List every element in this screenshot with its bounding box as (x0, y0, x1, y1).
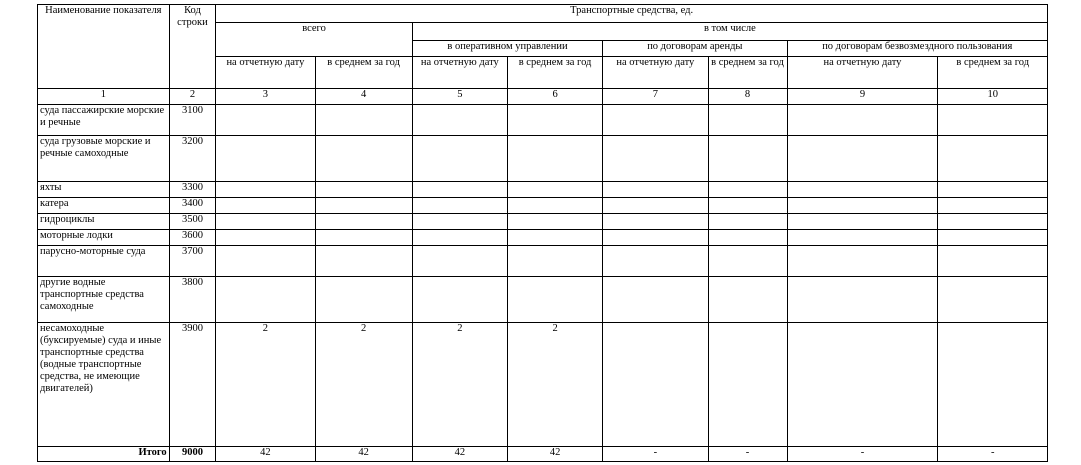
cell (938, 246, 1048, 277)
table-row (38, 230, 1048, 246)
column-number: 2 (169, 89, 216, 105)
cell: 42 (507, 447, 602, 462)
column-number: 6 (507, 89, 602, 105)
header-group-title: Транспортные средства, ед. (216, 5, 1048, 23)
row-code: 3300 (169, 182, 216, 198)
table-row (38, 136, 1048, 182)
header-code-column: Код строки (169, 5, 216, 89)
cell (787, 230, 938, 246)
header-col-9: на отчетную дату (787, 57, 938, 89)
column-number: 1 (38, 89, 170, 105)
cell (708, 323, 787, 447)
cell: 2 (507, 323, 602, 447)
row-code: 3400 (169, 198, 216, 214)
row-code: 3800 (169, 277, 216, 323)
cell (216, 246, 315, 277)
cell (315, 105, 412, 136)
cell (938, 182, 1048, 198)
cell (412, 277, 507, 323)
cell (412, 105, 507, 136)
row-name: суда грузовые морские и речные самоходные (38, 136, 170, 182)
cell (603, 323, 708, 447)
row-code: 3700 (169, 246, 216, 277)
cell (938, 136, 1048, 182)
column-number: 5 (412, 89, 507, 105)
table-row (38, 198, 1048, 214)
table-row (38, 182, 1048, 198)
cell (412, 230, 507, 246)
cell (507, 198, 602, 214)
cell (708, 230, 787, 246)
cell (216, 105, 315, 136)
cell (708, 136, 787, 182)
table-row (38, 214, 1048, 230)
cell (507, 136, 602, 182)
cell (507, 246, 602, 277)
header-col-4: в среднем за год (315, 57, 412, 89)
row-code: 3200 (169, 136, 216, 182)
header-col-7: на отчетную дату (603, 57, 708, 89)
row-name: несамоходные (буксируемые) суда и иные транспортные средства (водные транспортные средства, не имеющие двигателей) (38, 323, 170, 447)
header-incl-group: в том числе (412, 23, 1047, 41)
column-number: 4 (315, 89, 412, 105)
cell (603, 277, 708, 323)
cell (603, 230, 708, 246)
cell (216, 136, 315, 182)
table-row (38, 246, 1048, 277)
cell (216, 277, 315, 323)
row-code: 3100 (169, 105, 216, 136)
cell (315, 246, 412, 277)
cell: 2 (412, 323, 507, 447)
header-col-5: на отчетную дату (412, 57, 507, 89)
row-name: катера (38, 198, 170, 214)
cell (412, 136, 507, 182)
cell (507, 105, 602, 136)
header-col-3: на отчетную дату (216, 57, 315, 89)
row-code: 3500 (169, 214, 216, 230)
cell (708, 182, 787, 198)
cell (787, 182, 938, 198)
row-code: 3900 (169, 323, 216, 447)
cell (216, 230, 315, 246)
cell: - (708, 447, 787, 462)
table-row (38, 277, 1048, 323)
cell (315, 136, 412, 182)
row-code: 3600 (169, 230, 216, 246)
cell (938, 214, 1048, 230)
cell (708, 246, 787, 277)
vehicles-table (37, 4, 1048, 462)
row-name: яхты (38, 182, 170, 198)
header-lease: по договорам аренды (603, 41, 787, 57)
row-name: моторные лодки (38, 230, 170, 246)
cell (938, 277, 1048, 323)
header-col-10: в среднем за год (938, 57, 1048, 89)
cell (315, 230, 412, 246)
header-free-use: по договорам безвозмездного пользования (787, 41, 1047, 57)
cell (507, 214, 602, 230)
cell (603, 198, 708, 214)
total-code: 9000 (169, 447, 216, 462)
cell (412, 198, 507, 214)
cell (315, 198, 412, 214)
cell (787, 246, 938, 277)
cell: 2 (216, 323, 315, 447)
cell: 42 (315, 447, 412, 462)
header-col-6: в среднем за год (507, 57, 602, 89)
column-numbers-row (38, 89, 1048, 105)
table-row (38, 323, 1048, 447)
cell (603, 246, 708, 277)
total-row (38, 447, 1048, 462)
cell (507, 182, 602, 198)
cell (412, 182, 507, 198)
cell (216, 214, 315, 230)
cell (787, 198, 938, 214)
cell: - (787, 447, 938, 462)
cell: 42 (412, 447, 507, 462)
column-number: 3 (216, 89, 315, 105)
cell: - (603, 447, 708, 462)
cell (507, 230, 602, 246)
row-name: парусно-моторные суда (38, 246, 170, 277)
cell (412, 246, 507, 277)
header-col-8: в среднем за год (708, 57, 787, 89)
table-row (38, 105, 1048, 136)
cell (603, 136, 708, 182)
row-name: суда пассажирские морские и речные (38, 105, 170, 136)
column-number: 8 (708, 89, 787, 105)
column-number: 7 (603, 89, 708, 105)
cell (938, 230, 1048, 246)
cell (708, 277, 787, 323)
header-operational: в оперативном управлении (412, 41, 602, 57)
cell (315, 182, 412, 198)
cell (938, 105, 1048, 136)
column-number: 9 (787, 89, 938, 105)
cell: 42 (216, 447, 315, 462)
header-total-group: всего (216, 23, 413, 57)
cell (708, 198, 787, 214)
row-name: гидроциклы (38, 214, 170, 230)
cell (787, 214, 938, 230)
cell (787, 323, 938, 447)
cell (216, 182, 315, 198)
cell (708, 214, 787, 230)
cell (787, 136, 938, 182)
cell (315, 277, 412, 323)
cell: 2 (315, 323, 412, 447)
column-number: 10 (938, 89, 1048, 105)
cell (603, 182, 708, 198)
cell (315, 214, 412, 230)
cell (938, 198, 1048, 214)
row-name: другие водные транспортные средства самоходные (38, 277, 170, 323)
total-label: Итого (38, 447, 170, 462)
cell (787, 105, 938, 136)
cell (216, 198, 315, 214)
header-name-column: Наименование показателя (38, 5, 170, 89)
cell (938, 323, 1048, 447)
cell: - (938, 447, 1048, 462)
cell (603, 105, 708, 136)
cell (787, 277, 938, 323)
cell (603, 214, 708, 230)
cell (412, 214, 507, 230)
cell (708, 105, 787, 136)
cell (507, 277, 602, 323)
